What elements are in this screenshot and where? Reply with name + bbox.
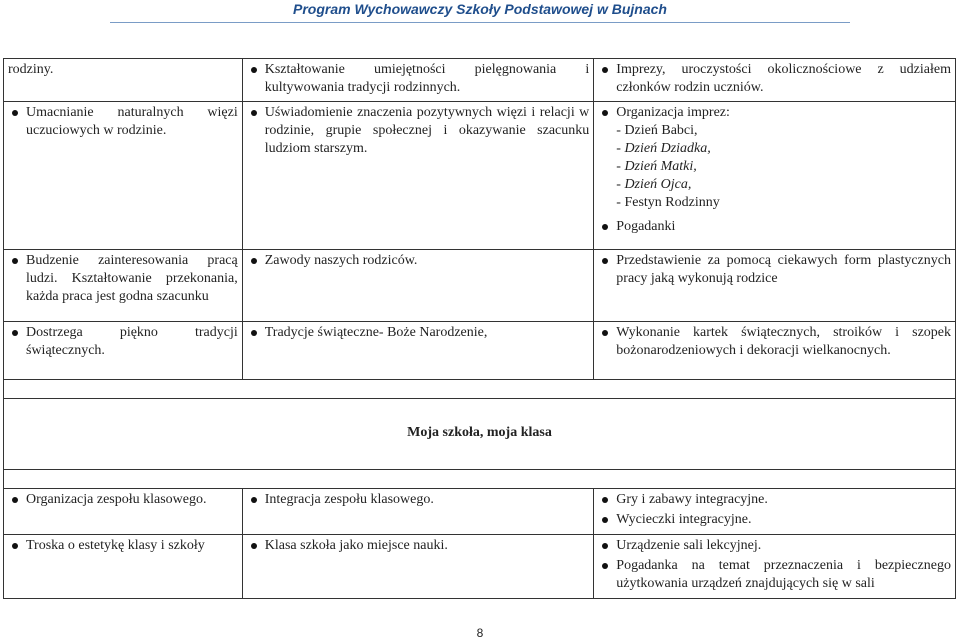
list-item: Gry i zabawy integracyjne. bbox=[616, 491, 951, 509]
list-item: Zawody naszych rodziców. bbox=[265, 252, 590, 270]
table-row bbox=[4, 535, 956, 599]
list-item: Integracja zespołu klasowego. bbox=[265, 491, 590, 509]
org-title: Organizacja imprez: bbox=[616, 105, 730, 120]
org-item: - Festyn Rodzinny bbox=[616, 195, 720, 210]
list-item: Imprezy, uroczystości okolicznościowe z udziałem członków rodzin uczniów. bbox=[616, 62, 951, 95]
table-row bbox=[4, 59, 956, 102]
table-row bbox=[4, 489, 956, 535]
table-row bbox=[4, 250, 956, 322]
list-item: Wykonanie kartek świątecznych, stroików i szopek bożonarodzeniowych i dekoracji wielkanocnych. bbox=[616, 325, 951, 358]
cell-form bbox=[594, 59, 956, 102]
list-item: Organizacja zespołu klasowego. bbox=[26, 491, 238, 509]
cell-task bbox=[242, 59, 594, 102]
org-item: - Dzień Babci, bbox=[616, 123, 698, 138]
section-row bbox=[4, 399, 956, 470]
list-item: Pogadanki bbox=[616, 218, 951, 236]
list-item: Urządzenie sali lekcyjnej. bbox=[616, 537, 951, 555]
cell-form bbox=[594, 489, 956, 535]
cell-form bbox=[594, 102, 956, 250]
cell-task bbox=[242, 489, 594, 535]
list-item: Tradycje świąteczne- Boże Narodzenie, bbox=[265, 324, 590, 342]
cell-form bbox=[594, 250, 956, 322]
list-item: Kształtowanie umiejętności pielęgnowania i kultywowania tradycji rodzinnych. bbox=[264, 62, 590, 95]
list-item: Wycieczki integracyjne. bbox=[616, 511, 951, 529]
list-item: Klasa szkoła jako miejsce nauki. bbox=[265, 537, 590, 555]
table-row bbox=[4, 322, 956, 380]
cell-goal: rodziny. bbox=[4, 59, 243, 102]
cell-task bbox=[242, 102, 594, 250]
table-row bbox=[4, 102, 956, 250]
program-table bbox=[3, 58, 956, 599]
spacer-row bbox=[4, 380, 956, 399]
cell-goal bbox=[4, 322, 243, 380]
org-item: - Dzień Ojca, bbox=[616, 177, 692, 192]
cell-goal bbox=[4, 489, 243, 535]
cell-form bbox=[594, 535, 956, 599]
cell-goal bbox=[4, 535, 243, 599]
list-item: Pogadanka na temat przeznaczenia i bezpiecznego użytkowania urządzeń znajdujących się w sali bbox=[616, 558, 951, 591]
list-item: Umacnianie naturalnych więzi uczuciowych w rodzinie. bbox=[26, 105, 238, 138]
cell-task bbox=[242, 535, 594, 599]
org-item: - Dzień Dziadka, bbox=[616, 141, 711, 156]
list-item: Dostrzega piękno tradycji świątecznych. bbox=[26, 325, 238, 358]
page-number: 8 bbox=[476, 626, 484, 640]
org-item: - Dzień Matki, bbox=[616, 159, 697, 174]
list-item bbox=[616, 104, 951, 212]
section-title: Moja szkoła, moja klasa bbox=[4, 399, 956, 470]
cell-goal bbox=[4, 102, 243, 250]
cell-form bbox=[594, 322, 956, 380]
cell-task bbox=[242, 250, 594, 322]
list-item: Budzenie zainteresowania pracą ludzi. Kształtowanie przekonania, każda praca jest godna szacunku bbox=[26, 253, 238, 304]
cell-goal bbox=[4, 250, 243, 322]
cell-task bbox=[242, 322, 594, 380]
list-item: Przedstawienie za pomocą ciekawych form plastycznych pracy jaką wykonują rodzice bbox=[616, 253, 951, 286]
page-header: Program Wychowawczy Szkoły Podstawowej w Bujnach bbox=[293, 1, 667, 17]
list-item: Troska o estetykę klasy i szkoły bbox=[26, 537, 238, 555]
list-item: Uświadomienie znaczenia pozytywnych więzi i relacji w rodzinie, grupie społecznej i okazywanie szacunku ludziom starszym. bbox=[264, 105, 590, 156]
spacer-row bbox=[4, 470, 956, 489]
header-rule bbox=[110, 22, 850, 23]
